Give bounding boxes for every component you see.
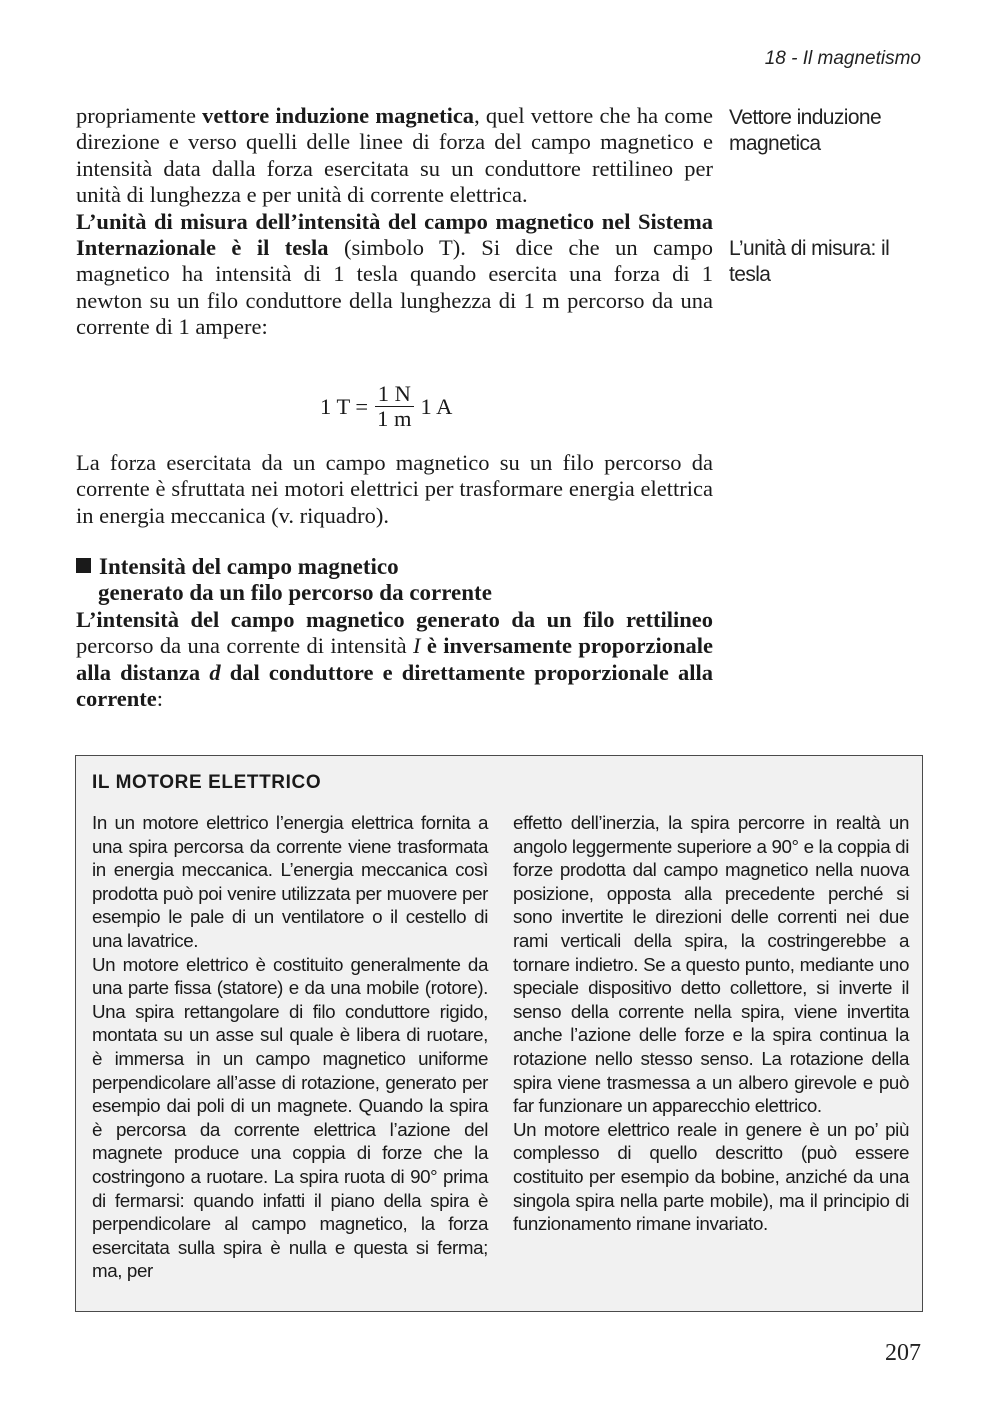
bold-text: è inversamente proporzionale alla distanza	[76, 633, 713, 685]
bold-italic-var: d	[209, 659, 221, 685]
side-note-unit: L’unità di misura: il tesla	[729, 237, 890, 286]
box-paragraph: In un motore elettrico l’energia elettrica fornita a una spira percorsa da corrente viene trasformata in energia meccanica. L’energia meccanica così prodotta può poi venire utilizzata per muovere per esempio le pale di un ventilatore o il cestello di una lavatrice.	[92, 812, 488, 951]
section-body	[76, 607, 713, 713]
box-paragraph: Un motore elettrico è costituito generalmente da una parte fissa (statore) e da una mobile (rotore). Una spira rettangolare di filo conduttore rigido, montata su un asse sul quale è libera di ruotare, è immersa in un campo magnetico uniforme perpendicolare all’asse di rotazione, generato per esempio dai poli di un magnete. Quando la spira è percorsa da corrente elettrica l’azione del magnete produce una coppia di forze che la costringono a ruotare. La spira ruota di 90° prima di fermarsi: quando infatti il piano della spira è perpendicolare al campo magnetico, la forza esercitata sulla spira è nulla e questa si ferma; ma, per	[92, 953, 488, 1282]
box-column-left	[92, 811, 488, 1283]
box-paragraph: Un motore elettrico reale in genere è un po’ più complesso di quello descritto (può essere costituito per esempio da bobine, anziché da una singola spira nella parte mobile), ma il principio di funzionamento rimane invariato.	[513, 1118, 909, 1235]
paragraph-motors: La forza esercitata da un campo magnetico su un filo percorso da corrente è sfruttata nei motori elettrici per trasformare energia elettrica in energia meccanica (v. riquadro).	[76, 450, 713, 528]
text: :	[156, 686, 164, 712]
box-title: IL MOTORE ELETTRICO	[92, 772, 322, 793]
formula-numerator: 1 N	[375, 382, 414, 407]
text: , quel vettore che ha come direzione e verso quelli delle linee di forza del campo magnetico e intensità data dalla forza esercitata su un conduttore rettilineo per unità di lunghezza e per unità di corrente elettrica.	[76, 103, 714, 208]
text: percorso da una corrente di intensità	[76, 633, 414, 659]
square-bullet-icon	[76, 558, 91, 573]
bold-term: vettore induzione magnetica	[202, 103, 475, 128]
formula-lhs: 1 T =	[320, 393, 369, 419]
formula-denominator: 1 m	[377, 406, 412, 431]
section-heading	[76, 554, 716, 606]
electric-motor-box	[75, 755, 923, 1312]
main-text-2	[76, 450, 713, 529]
page-number: 207	[885, 1340, 921, 1366]
side-note-vector: Vettore induzione magnetica	[729, 106, 882, 155]
paragraph-wire-field	[76, 607, 713, 713]
box-column-right	[513, 811, 909, 1236]
bold-statement: L’unità di misura dell’intensità del campo magnetico nel Sistema Internazionale è il tesla	[76, 208, 713, 261]
bold-text: L’intensità del campo magnetico generato da un filo rettilineo	[76, 607, 713, 632]
box-paragraph: effetto dell’inerzia, la spira percorre in realtà un angolo leggermente superiore a 90° e la coppia di forze prodotta dal campo magnetico nella nuova posizione, opposta alla precedente perché si sono invertite le direzioni delle correnti nei due rami verticali della spira, la costringerebbe a tornare indietro. Se a questo punto, mediante uno speciale dispositivo detto collettore, si inverte il senso della corrente nella spira, viene invertita anche l’azione delle forze e la spira continua la rotazione nello stesso senso. La rotazione della spira viene trasmessa a un albero girevole e può far funzionare un apparecchio elettrico.	[513, 812, 909, 1117]
running-head: 18 - Il magnetismo	[764, 48, 921, 69]
formula-fraction	[374, 382, 414, 431]
italic-var: I	[413, 633, 421, 659]
bold-text: dal conduttore e direttamente proporzionale alla corrente	[76, 659, 713, 712]
formula-tail: 1 A	[420, 393, 453, 419]
section-title-line1: Intensità del campo magnetico	[99, 554, 399, 579]
paragraph-definition	[76, 103, 713, 209]
text: (simbolo T). Si dice che un campo magnetico ha intensità di 1 tesla quando esercita una forza di 1 newton su un filo conduttore della lunghezza di 1 m percorso da una corrente di 1 ampere:	[76, 235, 713, 340]
main-text	[76, 103, 713, 341]
text: propriamente	[76, 103, 203, 128]
section-title-line2: generato da un filo percorso da corrente	[98, 580, 492, 605]
paragraph-tesla	[76, 209, 713, 341]
tesla-formula	[320, 382, 452, 431]
